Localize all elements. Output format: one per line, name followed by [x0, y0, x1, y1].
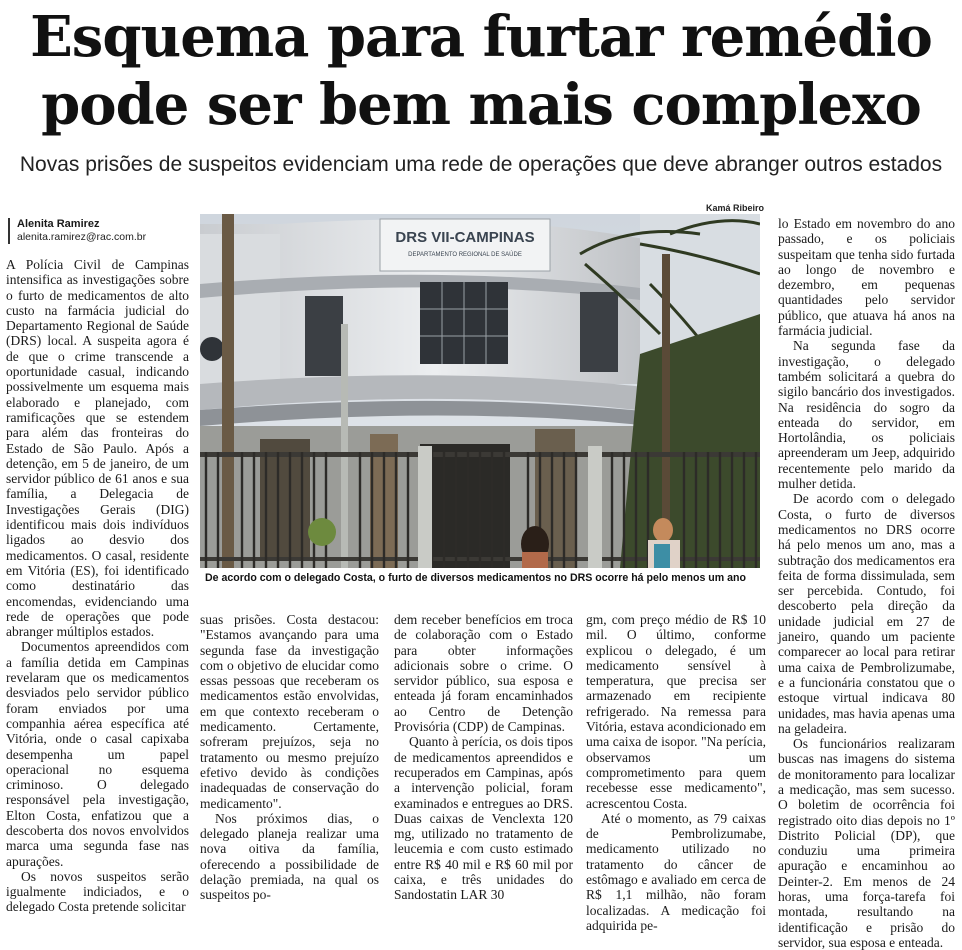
drs-building-photo: [200, 214, 760, 568]
paragraph: Na segunda fase da investigação, o delegado também solicitará a quebra do sigilo bancário dos investigados. Na residência do sogro da enteada do servidor, em Hortolândia, os policiais apreenderam um Jeep, adquirido recentemente pelo marido da mulher detida.: [778, 338, 955, 492]
subheadline: Novas prisões de suspeitos evidenciam uma rede de operações que deve abranger outros estados: [19, 153, 943, 176]
author-name: Alenita Ramirez: [17, 218, 100, 230]
article-column-1: [6, 257, 189, 915]
paragraph: gm, com preço médio de R$ 10 mil. O último, conforme explicou o delegado, é um medicamento sensível à temperatura, que precisa ser armazenado em recipiente refrigerado. Na remessa para Vitória, estava acondicionado em uma caixa de isopor. "Na perícia, observamos um comprometimento para quem recebesse esse medicamento", acrescentou Costa.: [586, 612, 766, 811]
paragraph: Os funcionários realizaram buscas nas imagens do sistema de monitoramento para localizar a medicação, mas sem sucesso. O boletim de ocorrência foi registrado oito dias depois no 1º Distrito Policial (DP), que conduziu uma primeira apuração e encaminhou ao Deinter-2. Em menos de 24 horas, uma força-tarefa foi montada, resultando na identificação e prisão do servidor, sua esposa e enteada.: [778, 736, 955, 950]
paragraph: A Polícia Civil de Campinas intensifica as investigações sobre o furto de medicamentos de alto custo na farmácia judicial do Departamento Regional de Saúde (DRS) local. A suspeita agora é de que o crime transcende a oportunidade casual, indicando possivelmente um esquema mais elaborado e planejado, com ramificações que se estendem para além das fronteiras do Estado de São Paulo. Após a detenção, em 5 de janeiro, de um servidor público de 61 anos e sua família, a Delegacia de Investigações Gerais (DIG) identificou mais dois indivíduos ligados ao desvio dos medicamentos. O casal, residente em Vitória (ES), foi identificado como destinatário das encomendas, evidenciando uma rede de operações que pode abranger múltiplos estados.: [6, 257, 189, 640]
article-column-3: [394, 612, 573, 903]
paragraph: dem receber benefícios em troca de colaboração com o Estado para obter informações adicionais sobre o crime. O servidor público, sua esposa e enteada já foram encaminhados ao Centro de Detenção Provisória (CDP) de Campinas.: [394, 612, 573, 735]
paragraph: Os novos suspeitos serão igualmente indiciados, e o delegado Costa pretende solicitar: [6, 868, 189, 915]
article-photo: [200, 214, 760, 568]
paragraph: suas prisões. Costa destacou: "Estamos avançando para uma segunda fase da investigação com o objetivo de elucidar como essas pessoas que receberam os medicamentos estão envolvidas, em que contexto receberam o medicamento. Certamente, sofreram prejuízos, seja no tratamento ou mesmo prejuízo efetivo devido às condições inadequadas de conservação do medicamento".: [200, 612, 379, 811]
photo-credit: Kamá Ribeiro: [706, 203, 765, 213]
sign-main-text: DRS VII-CAMPINAS: [395, 229, 535, 246]
paragraph: Documentos apreendidos com a família detida em Campinas revelaram que os medicamentos desviados pelo servidor público foram enviados por uma companhia aérea específica até Vitória, onde o casal capixaba desempenha um papel operacional no esquema criminoso. O delegado responsável pela investigação, Elton Costa, enfatizou que a descoberta dos novos envolvidos marca uma segunda fase nas apurações.: [6, 639, 189, 869]
article-column-2: [200, 612, 379, 903]
sign-sub-text: DEPARTAMENTO REGIONAL DE SAÚDE: [408, 252, 522, 258]
article-column-5: [778, 216, 955, 950]
paragraph: De acordo com o delegado Costa, o furto de diversos medicamentos no DRS ocorre há pelo menos um ano, mas a subtração dos medicamentos era feita de forma dissimulada, sem ser percebida. Contudo, foi descoberto pela direção da unidade judicial em 27 de janeiro, quando um paciente comparecer ao local para retirar uma caixa de Pembrolizumabe, e a funcionária constatou que o estoque virtual indicava 80 unidades, mas havia apenas uma na geladeira.: [778, 491, 955, 736]
headline-line-2: pode ser bem mais complexo: [41, 72, 921, 138]
headline-line-1: Esquema para furtar remédio: [30, 4, 932, 70]
paragraph: Nos próximos dias, o delegado planeja realizar uma nova oitiva da família, oferecendo a possibilidade de delação premiada, na qual os suspeitos po-: [200, 810, 379, 903]
article-column-4: [586, 612, 766, 933]
paragraph: lo Estado em novembro do ano passado, e os policiais suspeitam que tenha sido furtada ao longo de novembro e dezembro, em pequenas quantidades pelo servidor público, que atuava há anos na farmácia judicial.: [778, 216, 955, 339]
photo-caption: De acordo com o delegado Costa, o furto de diversos medicamentos no DRS ocorre há pelo menos um ano: [205, 572, 746, 584]
paragraph: Quanto à perícia, os dois tipos de medicamentos apreendidos e recuperados em Campinas, após a intervenção policial, foram examinados e entregues ao DRS. Duas caixas de Venclexta 120 mg, utilizado no tratamento de leucemia e com custo estimado entre R$ 40 mil e R$ 60 mil por caixa, e três unidades do Sandostatin LAR 30: [394, 734, 573, 903]
author-email: alenita.ramirez@rac.com.br: [17, 231, 147, 243]
paragraph: Até o momento, as 79 caixas de Pembrolizumabe, medicamento utilizado no tratamento do câncer de estômago e avaliado em cerca de R$ 1,1 milhão, não foram localizadas. A medicação foi adquirida pe-: [586, 810, 766, 933]
byline: [8, 218, 202, 244]
